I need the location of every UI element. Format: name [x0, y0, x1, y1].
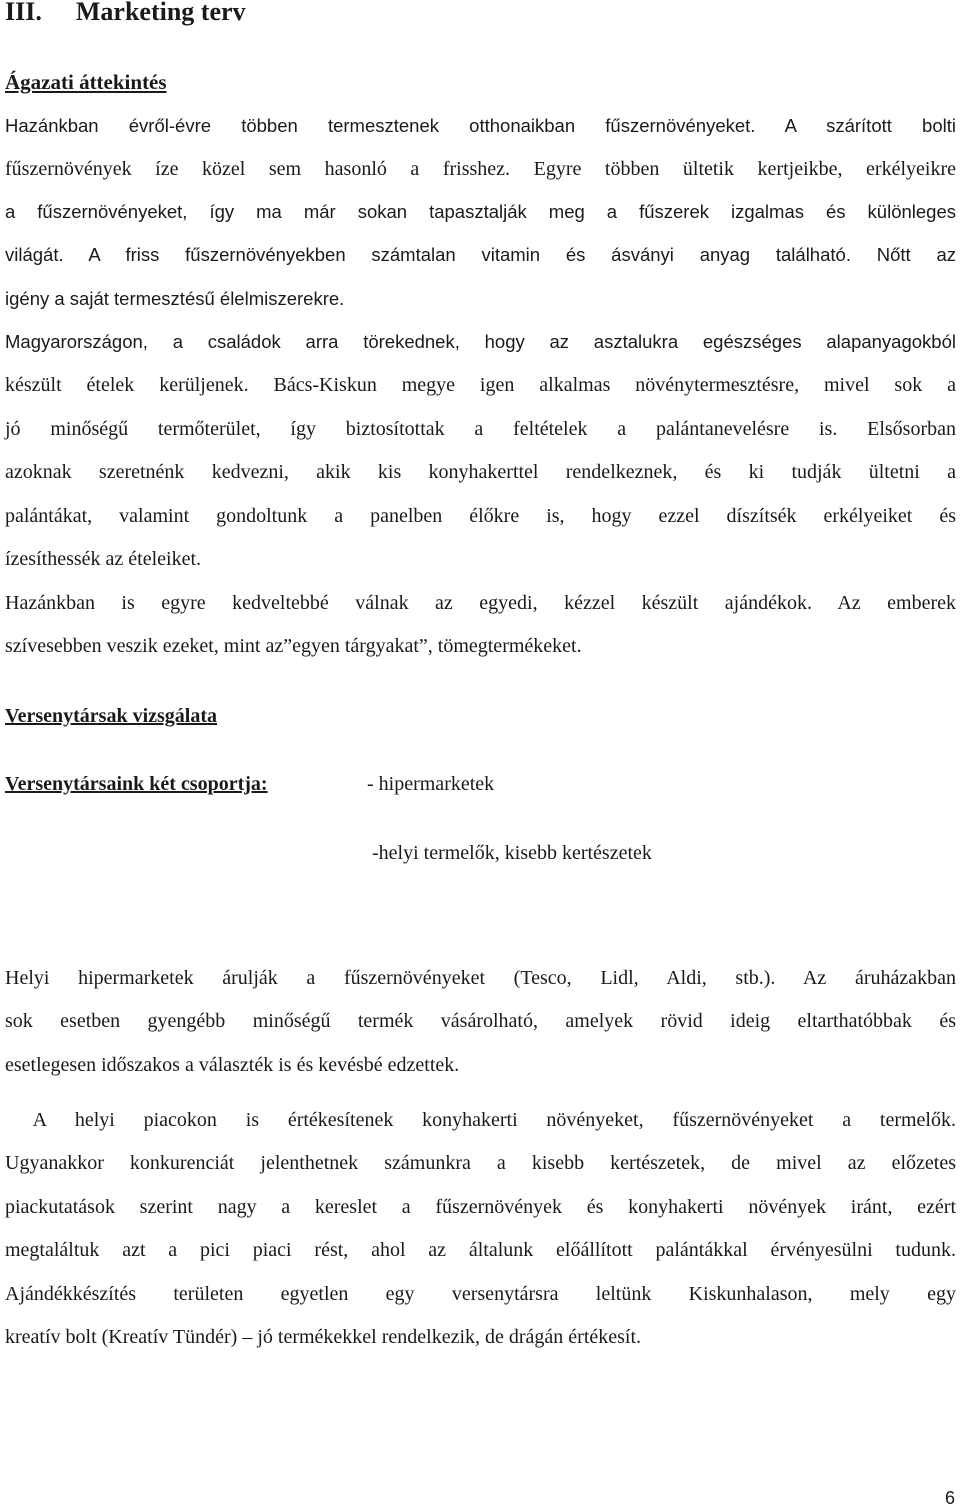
paragraph-line: esetlegesen időszakos a választék is és kevésbé edzettek.	[5, 1054, 460, 1076]
competitor-group-2: -helyi termelők, kisebb kertészetek	[372, 842, 652, 864]
paragraph-line: megtaláltuk azt a pici piaci rést, ahol az általunk előállított palántákkal érvényesülni tudunk.	[5, 1239, 956, 1261]
paragraph-line: piackutatások szerint nagy a kereslet a fűszernövények és konyhakerti növények iránt, ezért	[5, 1196, 956, 1218]
overview-line: fűszernövények íze közel sem hasonló a frisshez. Egyre többen ültetik kertjeikbe, erkélyeikre	[5, 158, 956, 180]
paragraph-line: sok esetben gyengébb minőségű termék vásárolható, amelyek rövid ideig eltarthatóbbak és	[5, 1010, 956, 1032]
overview-line: ízesíthessék az ételeiket.	[5, 548, 202, 570]
competitors-heading: Versenytársak vizsgálata	[5, 705, 218, 727]
section-title: Marketing terv	[75, 0, 246, 26]
overview-line: Hazánkban is egyre kedveltebbé válnak az egyedi, kézzel készült ajándékok. Az emberek	[5, 592, 956, 614]
paragraph-line: Helyi hipermarketek árulják a fűszernövényeket (Tesco, Lidl, Aldi, stb.). Az áruházakban	[5, 967, 956, 989]
overview-line: Magyarországon, a családok arra törekednek, hogy az asztalukra egészséges alapanyagokból	[5, 331, 956, 352]
overview-line: azoknak szeretnénk kedvezni, akik kis konyhakerttel rendelkeznek, és ki tudják ültetni a	[5, 461, 956, 483]
paragraph-line: Ugyanakkor konkurenciát jelenthetnek számunkra a kisebb kertészetek, de mivel az előzetes	[5, 1152, 956, 1174]
overview-line: a fűszernövényeket, így ma már sokan tapasztalják meg a fűszerek izgalmas és különleges	[5, 201, 956, 222]
competitor-group-1: - hipermarketek	[367, 773, 495, 795]
overview-line: készült ételek kerüljenek. Bács-Kiskun megye igen alkalmas növénytermesztésre, mivel sok a	[5, 374, 956, 396]
page-number: 6	[944, 1488, 955, 1508]
section-heading	[5, 0, 246, 24]
paragraph-line: kreatív bolt (Kreatív Tündér) – jó termékekkel rendelkezik, de drágán értékesít.	[5, 1326, 642, 1348]
overview-line: Hazánkban évről-évre többen termesztenek otthonaikban fűszernövényeket. A szárított bolti	[5, 115, 956, 136]
overview-line: jó minőségű termőterület, így biztosítottak a feltételek a palántanevelésre is. Elsősorban	[5, 418, 956, 440]
paragraph-line: Ajándékkészítés területen egyetlen egy versenytársra leltünk Kiskunhalason, mely egy	[5, 1283, 956, 1305]
section-number: III.	[5, 0, 42, 26]
competitor-groups-label: Versenytársaink két csoportja:	[5, 773, 268, 795]
overview-heading: Ágazati áttekintés	[5, 70, 167, 94]
overview-line: igény a saját termesztésű élelmiszerekre.	[5, 288, 345, 309]
overview-line: szívesebben veszik ezeket, mint az”egyen tárgyakat”, tömegtermékeket.	[5, 635, 582, 657]
overview-line: palántákat, valamint gondoltunk a panelben élőkre is, hogy ezzel díszítsék erkélyeiket és	[5, 505, 956, 527]
paragraph-line: A helyi piacokon is értékesítenek konyhakerti növényeket, fűszernövényeket a termelők.	[5, 1109, 956, 1131]
overview-line: világát. A friss fűszernövényekben számtalan vitamin és ásványi anyag található. Nőtt az	[5, 244, 956, 265]
